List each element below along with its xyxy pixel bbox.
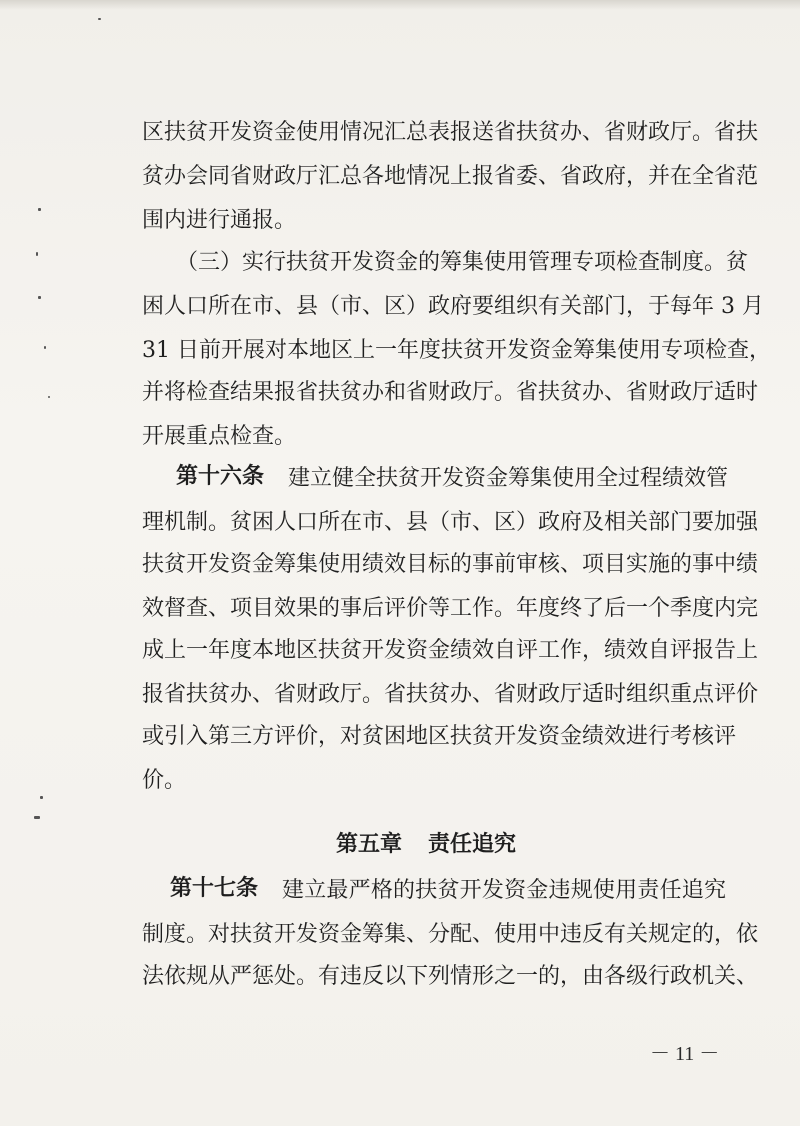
scan-speck [98,18,101,20]
text-line: 制度。对扶贫开发资金筹集、分配、使用中违反有关规定的，依 [142,922,759,947]
page-number: － 11 － [650,1043,720,1065]
chapter-number: 第五章 [336,832,403,857]
article-label: 第十六条 [176,464,265,489]
text-line: 开展重点检查。 [142,424,297,449]
article-label: 第十七条 [170,876,259,901]
text-line: 法依规从严惩处。有违反以下列情形之一的，由各级行政机关、 [142,964,759,989]
scan-top-edge [0,0,800,10]
scan-speck [44,346,46,349]
text-line: 报省扶贫办、省财政厅。省扶贫办、省财政厅适时组织重点评价 [142,682,759,707]
text-line: 成上一年度本地区扶贫开发资金绩效自评工作，绩效自评报告上 [142,638,759,663]
scan-speck [40,796,43,799]
scan-speck [38,296,41,299]
text-line: 困人口所在市、县（市、区）政府要组织有关部门，于每年 3 月 [142,294,764,319]
text-line: 建立健全扶贫开发资金筹集使用全过程绩效管 [288,466,729,491]
scan-speck [36,252,38,256]
text-line: 建立最严格的扶贫开发资金违规使用责任追究 [282,878,726,903]
scan-speck [34,816,40,819]
text-line: 并将检查结果报省扶贫办和省财政厅。省扶贫办、省财政厅适时 [142,380,759,405]
scan-speck [48,396,50,398]
text-line: 区扶贫开发资金使用情况汇总表报送省扶贫办、省财政厅。省扶 [142,120,759,145]
text-line: 31 日前开展对本地区上一年度扶贫开发资金筹集使用专项检查， [142,338,771,363]
text-line: （三）实行扶贫开发资金的筹集使用管理专项检查制度。贫 [176,250,749,275]
chapter-title: 责任追究 [428,832,517,857]
text-line: 贫办会同省财政厅汇总各地情况上报省委、省政府，并在全省范 [142,164,759,189]
text-line: 效督查、项目效果的事后评价等工作。年度终了后一个季度内完 [142,596,759,621]
text-line: 理机制。贫困人口所在市、县（市、区）政府及相关部门要加强 [142,510,759,535]
text-line: 价。 [142,768,187,793]
text-line: 扶贫开发资金筹集使用绩效目标的事前审核、项目实施的事中绩 [142,552,759,577]
scan-speck [38,208,41,211]
text-line: 或引入第三方评价，对贫困地区扶贫开发资金绩效进行考核评 [142,724,737,749]
text-line: 围内进行通报。 [142,208,297,233]
